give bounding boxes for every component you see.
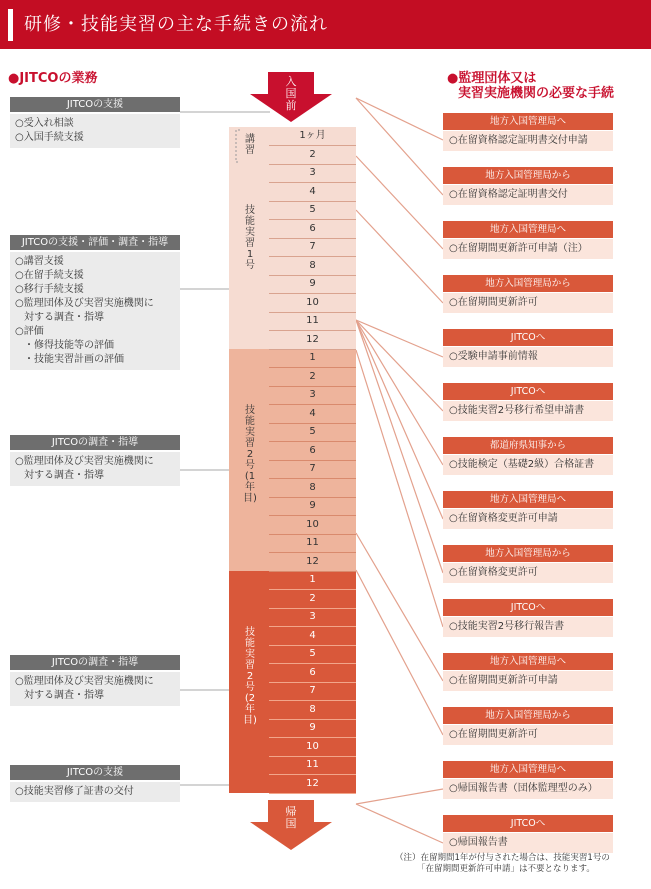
procedure-header: JITCOへ [443, 383, 613, 400]
jitco-audit-header-1: JITCOの調査・指導 [10, 435, 180, 450]
list-item: ○監理団体及び実習実施機関に [15, 676, 154, 687]
month-cell: 2 [269, 590, 356, 609]
month-cell: 3 [269, 386, 356, 405]
return-arrow-label: 帰国 [285, 805, 297, 830]
month-cell: 3 [269, 608, 356, 627]
month-cell: 11 [269, 534, 356, 553]
left-section-title: ●JITCOの業務 [8, 71, 98, 86]
month-cell: 4 [269, 183, 356, 202]
month-cell: 6 [269, 442, 356, 461]
procedure-body: ○在留資格認定証明書交付申請 [443, 131, 613, 151]
month-cell: 7 [269, 238, 356, 257]
entry-arrow-label: 入国前 [285, 75, 297, 112]
procedure-header: 地方入国管理局から [443, 545, 613, 562]
month-cell: 10 [269, 738, 356, 757]
list-item: ○評価 [15, 326, 44, 337]
procedure-body: ○在留期間更新許可 [443, 725, 613, 745]
list-item: ・技能実習計画の評価 [24, 354, 124, 365]
procedure-body: ○在留期間更新許可 [443, 293, 613, 313]
list-item: 対する調査・指導 [24, 470, 104, 481]
procedure-header: 地方入国管理局から [443, 707, 613, 724]
procedure-body: ○在留資格変更許可申請 [443, 509, 613, 529]
list-item: ○移行手続支援 [15, 284, 84, 295]
month-cell: 2 [269, 368, 356, 387]
month-cell: 8 [269, 479, 356, 498]
month-cell: 9 [269, 275, 356, 294]
month-cell: 4 [269, 405, 356, 424]
month-cell: 5 [269, 645, 356, 664]
footnote-line1: （注）在留期間1年が付与された場合は、技能実習1号の [395, 853, 610, 863]
procedure-body: ○在留資格認定証明書交付 [443, 185, 613, 205]
procedure-body: ○技能実習2号移行希望申請書 [443, 401, 613, 421]
list-item: 対する調査・指導 [24, 690, 104, 701]
list-item: 対する調査・指導 [24, 312, 104, 323]
month-cell: 5 [269, 423, 356, 442]
jitco-support-eval-header: JITCOの支援・評価・調査・指導 [10, 235, 180, 250]
procedure-header: JITCOへ [443, 329, 613, 346]
jitco-support-header-1: JITCOの支援 [10, 97, 180, 112]
procedure-body: ○受験申請事前情報 [443, 347, 613, 367]
procedure-header: 地方入国管理局へ [443, 113, 613, 130]
page-title: 研修・技能実習の主な手続きの流れ [24, 14, 328, 35]
list-item: ・修得技能等の評価 [24, 340, 114, 351]
list-item: ○監理団体及び実習実施機関に [15, 456, 154, 467]
month-cell: 3 [269, 164, 356, 183]
month-cell: 10 [269, 516, 356, 535]
procedure-body: ○在留期間更新許可申請（注） [443, 239, 613, 259]
procedure-body: ○在留期間更新許可申請 [443, 671, 613, 691]
procedure-body: ○在留資格変更許可 [443, 563, 613, 583]
month-cell: 1 [269, 349, 356, 368]
month-cell: 1ヶ月 [269, 127, 356, 146]
procedure-header: 地方入国管理局へ [443, 491, 613, 508]
list-item: ○技能実習修了証書の交付 [15, 786, 134, 797]
list-item: ○入国手続支援 [15, 132, 84, 143]
month-cell: 12 [269, 331, 356, 350]
procedure-body: ○技能検定（基礎2級）合格証書 [443, 455, 613, 475]
stage2-label: 技能実習2号(1年目) [243, 405, 257, 504]
list-item: ○在留手続支援 [15, 270, 84, 281]
procedure-header: 地方入国管理局へ [443, 761, 613, 778]
procedure-header: 都道府県知事から [443, 437, 613, 454]
month-cell: 10 [269, 294, 356, 313]
procedure-body: ○帰国報告書（団体監理型のみ） [443, 779, 613, 799]
stage3-label: 技能実習2号(2年目) [243, 627, 257, 726]
list-item: ○受入れ相談 [15, 118, 74, 129]
procedure-header: 地方入国管理局から [443, 167, 613, 184]
month-cell: 12 [269, 553, 356, 572]
month-cell: 11 [269, 756, 356, 775]
procedure-header: 地方入国管理局へ [443, 221, 613, 238]
stage1-label: 技能実習1号 [245, 205, 255, 271]
month-cell: 11 [269, 312, 356, 331]
list-item: ○講習支援 [15, 256, 64, 267]
month-cell: 9 [269, 719, 356, 738]
footnote [395, 853, 610, 875]
procedure-header: JITCOへ [443, 599, 613, 616]
month-cell: 6 [269, 220, 356, 239]
month-cell: 9 [269, 497, 356, 516]
month-cell: 8 [269, 701, 356, 720]
month-cell: 12 [269, 775, 356, 794]
procedure-body: ○技能実習2号移行報告書 [443, 617, 613, 637]
list-item: ○監理団体及び実習実施機関に [15, 298, 154, 309]
procedure-header: JITCOへ [443, 815, 613, 832]
month-cell: 7 [269, 682, 356, 701]
right-section-title-line2: 実習実施機関の必要な手続 [458, 86, 615, 101]
month-cell: 4 [269, 627, 356, 646]
right-section-title-line1: ●監理団体又は [447, 71, 537, 86]
month-cell: 8 [269, 257, 356, 276]
procedure-body: ○帰国報告書 [443, 833, 613, 853]
month-cell: 1 [269, 571, 356, 590]
month-cell: 2 [269, 146, 356, 165]
month-cell: 5 [269, 201, 356, 220]
procedure-header: 地方入国管理局へ [443, 653, 613, 670]
footnote-line2: 「在留期間更新許可申請」は不要となります。 [417, 864, 595, 874]
procedure-header: 地方入国管理局から [443, 275, 613, 292]
lecture-label: 講習 [245, 134, 255, 156]
jitco-audit-header-2: JITCOの調査・指導 [10, 655, 180, 670]
month-cell: 7 [269, 460, 356, 479]
month-cell: 6 [269, 664, 356, 683]
jitco-support-header-2: JITCOの支援 [10, 765, 180, 780]
